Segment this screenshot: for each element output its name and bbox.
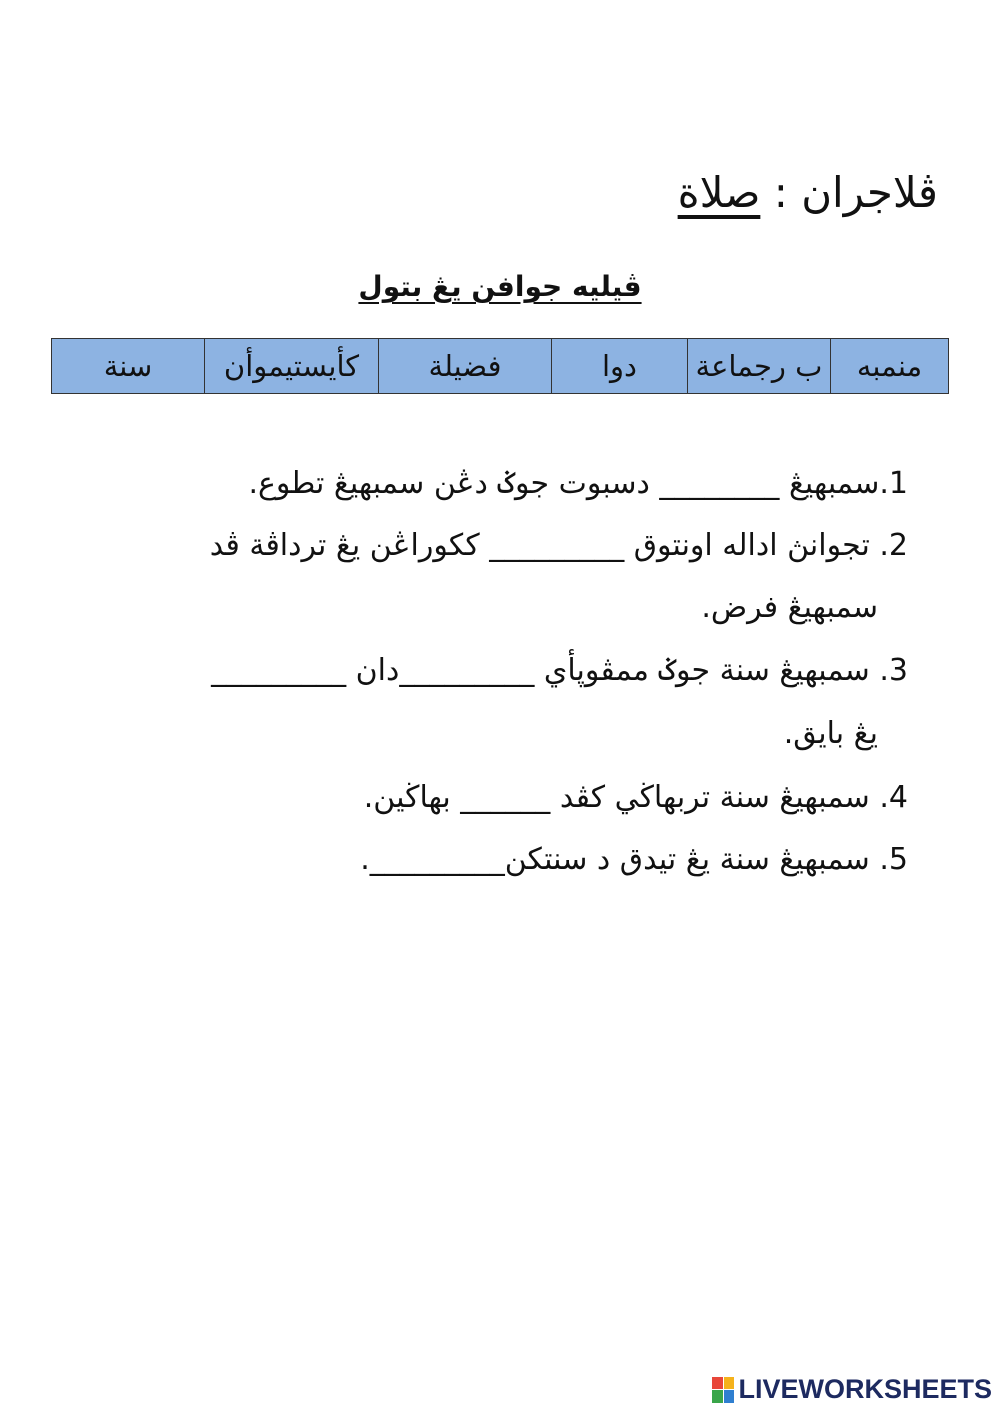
question-3-continued xyxy=(784,716,878,751)
instruction-heading: ڤيليه جوافن يڠ بتول xyxy=(358,270,642,303)
question-number: 4. xyxy=(879,780,908,815)
question-2 xyxy=(210,528,908,563)
question-text: تجوانڽ اداله اونتوق _________ ككوراڠن يڠ ترداڤة ڤد xyxy=(209,528,870,563)
question-text: سمبهيڠ ________ دسبوت جوݢ دڠن سمبهيڠ تطوع. xyxy=(248,466,880,501)
question-text: سمبهيڠ فرض. xyxy=(701,590,878,625)
question-2-continued xyxy=(701,590,878,625)
word-bank-item: فضيلة xyxy=(379,339,552,394)
word-bank-item: ب رجماعة xyxy=(688,339,831,394)
question-number: 2. xyxy=(879,528,908,563)
word-bank-table xyxy=(51,338,949,394)
liveworksheets-footer[interactable] xyxy=(712,1374,992,1405)
brand-name: LIVEWORKSHEETS xyxy=(738,1374,992,1404)
question-text: سمبهيڠ سنة جوݢ ممڤوڽأي _________دان _________ xyxy=(211,653,870,688)
question-1 xyxy=(248,466,908,501)
question-number: 3. xyxy=(879,653,908,688)
question-text: سمبهيڠ سنة يڠ تيدق د سنتكن_________. xyxy=(360,842,870,877)
word-bank-item: سنة xyxy=(52,339,205,394)
word-bank-item: دوا xyxy=(552,339,688,394)
title-label: ڤلاجران : xyxy=(760,168,938,217)
page-title xyxy=(678,168,938,217)
liveworksheets-logo-icon xyxy=(712,1377,734,1403)
question-5 xyxy=(360,842,908,877)
question-number: 5. xyxy=(879,842,908,877)
word-bank-item: كأيستيموأن xyxy=(205,339,379,394)
question-text: يڠ بايق. xyxy=(783,716,878,751)
question-4 xyxy=(364,780,908,815)
word-bank-item: منمبه xyxy=(831,339,949,394)
question-3 xyxy=(211,653,908,688)
subject-name: صلاة xyxy=(677,168,761,217)
question-text: سمبهيڠ سنة تربهاڬي كڤد ______ بهاڬين. xyxy=(363,780,870,815)
question-number: 1. xyxy=(879,466,908,501)
